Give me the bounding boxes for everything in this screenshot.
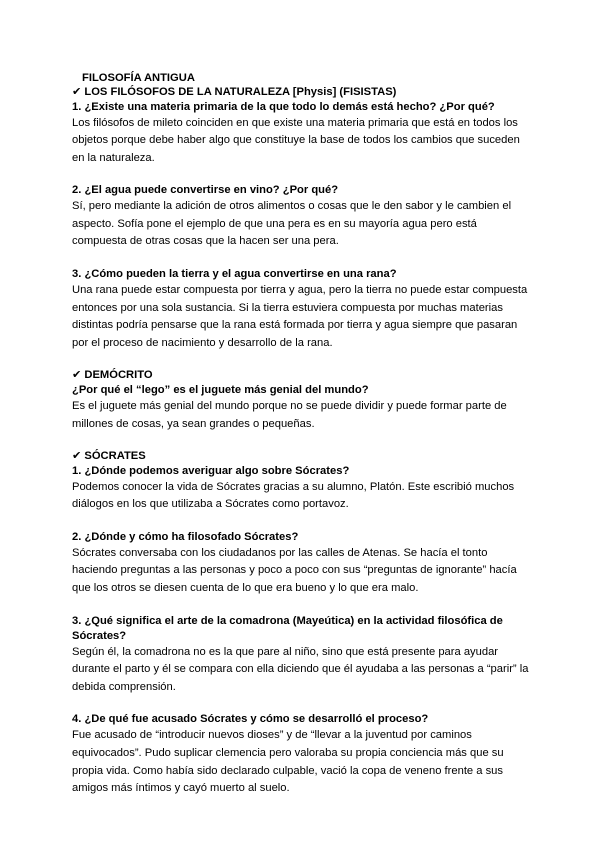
answer-line: Sócrates conversaba con los ciudadanos por las calles de Atenas. Se hacía el tonto	[72, 546, 488, 559]
answer-line: haciendo preguntas a las personas y poco a poco con sus “preguntas de ignorante” hacía	[72, 564, 517, 577]
checkmark-icon: ✔	[72, 86, 82, 98]
question: 1. ¿Existe una materia primaria de la que todo lo demás está hecho? ¿Por qué?	[72, 100, 495, 113]
answer-line: por el proceso de nacimiento y desarrollo de la rana.	[72, 336, 333, 349]
answer-line: propia vida. Como había sido declarado culpable, vació la copa de veneno frente a sus	[72, 764, 503, 777]
question: 3. ¿Qué significa el arte de la comadrona (Mayeútica) en la actividad filosófica de	[72, 614, 503, 627]
qa-block	[72, 267, 530, 352]
answer-line: en la naturaleza.	[72, 151, 155, 164]
answer-line: Los filósofos de mileto coinciden en que existe una materia primaria que está en todos los	[72, 116, 518, 129]
answer-line: amigos más íntimos y cayó muerto al suelo.	[72, 782, 290, 795]
answer-line: Es el juguete más genial del mundo porque no se puede dividir y puede formar parte de	[72, 399, 507, 412]
question: 2. ¿El agua puede convertirse en vino? ¿Por qué?	[72, 184, 339, 197]
question: 2. ¿Dónde y cómo ha filosofado Sócrates?	[72, 530, 299, 543]
qa-block	[72, 530, 530, 598]
answer-line: Según él, la comadrona no es la que pare al niño, sino que está presente para ayudar	[72, 645, 499, 658]
question: 3. ¿Cómo pueden la tierra y el agua convertirse en una rana?	[72, 268, 397, 281]
answer-line: durante el parto y él se compara con ella diciendo que él ayudaba a las personas a “parir” la	[72, 663, 529, 676]
qa-block	[72, 712, 530, 797]
section-heading-democrito: ✔ DEMÓCRITO	[72, 369, 153, 382]
answer-line: Fue acusado de “introducir nuevos dioses” y de “llevar a la juventud por caminos	[72, 729, 472, 742]
section-heading-naturaleza: ✔ LOS FILÓSOFOS DE LA NATURALEZA [Physis] (FISISTAS)	[72, 86, 397, 98]
answer-line: aspecto. Sofía pone el ejemplo de que una pera es en su mayoría agua pero está	[72, 217, 477, 230]
answer-line: distintas podría pensarse que la rana está formada por tierra y agua siempre que pasaran	[72, 319, 518, 332]
answer-line: objetos porque debe haber algo que constituye la base de todos los cambios que suceden	[72, 134, 520, 147]
qa-block	[72, 383, 530, 433]
question: 1. ¿Dónde podemos averiguar algo sobre Sócrates?	[72, 464, 350, 477]
question-continuation: Sócrates?	[72, 629, 127, 642]
section-heading-socrates: ✔ SÓCRATES	[72, 450, 146, 463]
checkmark-icon: ✔	[72, 369, 82, 382]
answer-line: compuesta de otras cosas que la hacen ser una pera.	[72, 235, 339, 248]
answer-line: millones de cosas, ya sean grandes o pequeñas.	[72, 417, 315, 430]
answer-line: Una rana puede estar compuesta por tierra y agua, pero la tierra no puede estar compuesta	[72, 284, 528, 297]
answer-line: que los otros se diesen cuenta de lo que era bueno y lo que era malo.	[72, 582, 419, 594]
answer-line: debida comprensión.	[72, 680, 176, 693]
answer-line: entonces por una sola sustancia. Si la tierra estuviera compuesta por muchas materias	[72, 301, 503, 314]
qa-block	[72, 100, 530, 168]
document-title: FILOSOFÍA ANTIGUA	[82, 72, 195, 84]
qa-block	[72, 183, 530, 251]
question: ¿Por qué el “lego” es el juguete más genial del mundo?	[72, 383, 369, 396]
answer-line: equivocados”. Pudo suplicar clemencia pero valoraba su propia conciencia más que su	[72, 746, 504, 759]
qa-block	[72, 614, 530, 697]
answer-line: diálogos en los que utilizaba a Sócrates como portavoz.	[72, 498, 349, 511]
answer-line: Sí, pero mediante la adición de otros alimentos o cosas que le den sabor y le cambien el	[72, 200, 512, 213]
qa-block	[72, 464, 530, 514]
question: 4. ¿De qué fue acusado Sócrates y cómo se desarrolló el proceso?	[72, 713, 429, 726]
checkmark-icon: ✔	[72, 450, 82, 463]
answer-line: Podemos conocer la vida de Sócrates gracias a su alumno, Platón. Este escribió muchos	[72, 480, 515, 493]
